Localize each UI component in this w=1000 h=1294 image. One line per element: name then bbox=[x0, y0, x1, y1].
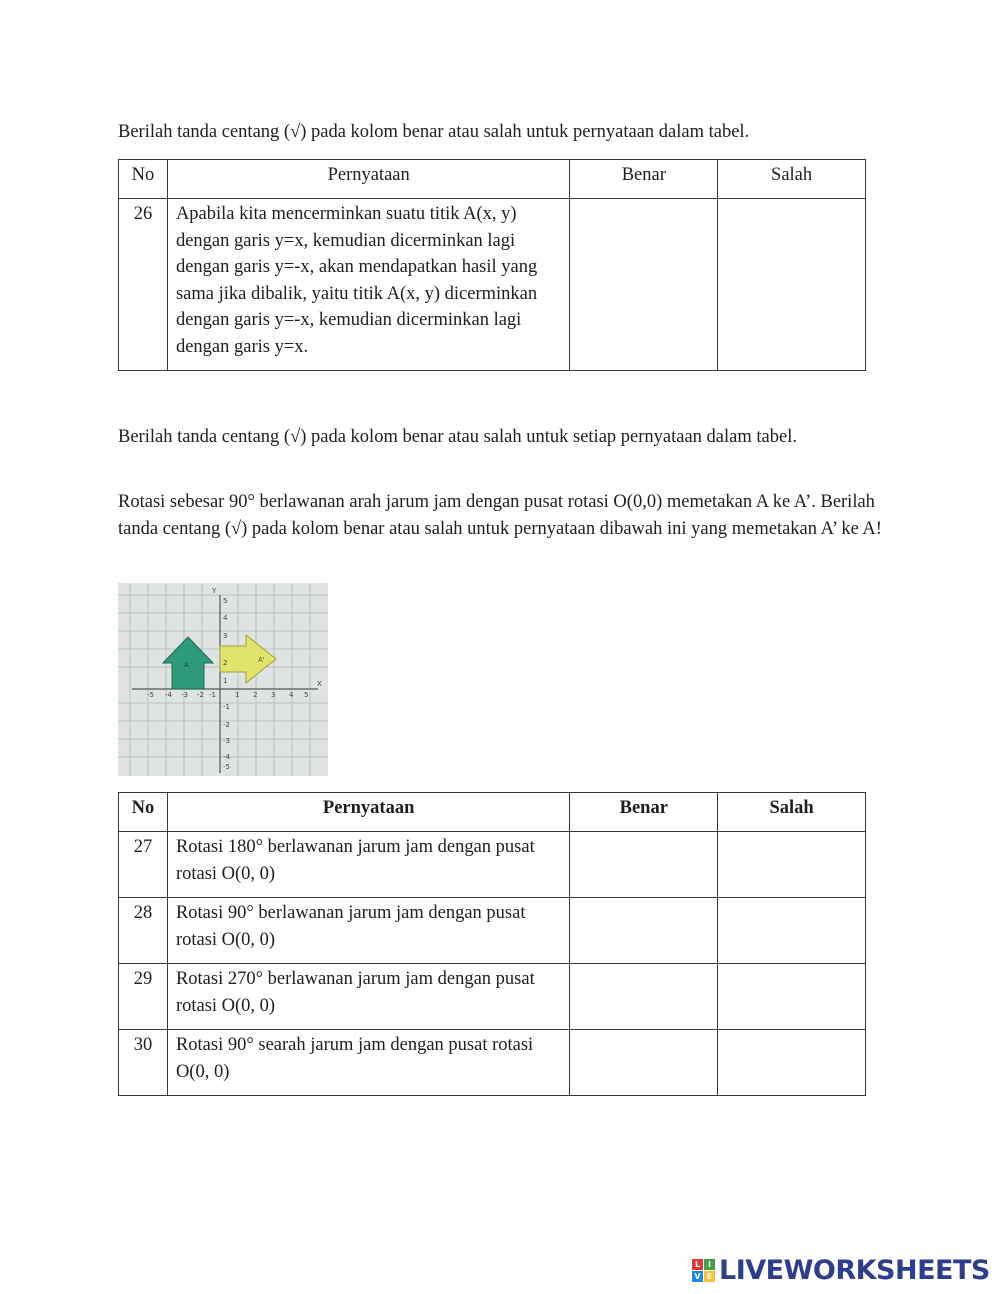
y-tick: -5 bbox=[223, 763, 230, 771]
row-statement: Apabila kita mencerminkan suatu titik A(x, y) dengan garis y=x, kemudian dicerminkan lagi dengan garis y=-x, akan mendapatkan hasil yang sama jika dibalik, yaitu titik A(x, y) dicerminkan dengan garis y=-x, kemudian dicerminkan lagi dengan garis y=x. bbox=[167, 199, 569, 371]
true-checkbox-cell[interactable] bbox=[570, 199, 718, 371]
header-true: Benar bbox=[570, 793, 718, 832]
true-checkbox-cell[interactable] bbox=[570, 1030, 718, 1096]
logo-letter: V bbox=[692, 1271, 703, 1282]
y-tick: 1 bbox=[223, 677, 228, 685]
y-tick: 4 bbox=[223, 614, 228, 622]
row-number: 28 bbox=[119, 898, 168, 964]
table-header-row bbox=[119, 160, 866, 199]
true-checkbox-cell[interactable] bbox=[570, 898, 718, 964]
table-row bbox=[119, 1030, 866, 1096]
instruction-1: Berilah tanda centang (√) pada kolom benar atau salah untuk pernyataan dalam tabel. bbox=[118, 122, 750, 142]
row-statement: Rotasi 180° berlawanan jarum jam dengan pusat rotasi O(0, 0) bbox=[167, 832, 569, 898]
logo-letter: E bbox=[704, 1271, 715, 1282]
row-number: 26 bbox=[119, 199, 168, 371]
logo-badge-icon bbox=[692, 1259, 715, 1282]
x-tick: -3 bbox=[181, 691, 188, 699]
y-tick: -2 bbox=[223, 721, 230, 729]
header-no: No bbox=[119, 160, 168, 199]
statement-table-1 bbox=[118, 159, 866, 371]
rotation-figure bbox=[118, 583, 328, 776]
row-number: 30 bbox=[119, 1030, 168, 1096]
statement-table-2 bbox=[118, 792, 866, 1096]
header-statement: Pernyataan bbox=[167, 160, 569, 199]
x-tick: 3 bbox=[271, 691, 276, 699]
label-a-prime: A' bbox=[258, 656, 265, 664]
x-tick: -4 bbox=[165, 691, 172, 699]
x-tick: 5 bbox=[304, 691, 309, 699]
table-row bbox=[119, 832, 866, 898]
instruction-3: Rotasi sebesar 90° berlawanan arah jarum jam dengan pusat rotasi O(0,0) memetakan A ke A’. Berilah tanda centang (√) pada kolom benar atau salah untuk pernyataan dibawah ini yang memetakan A’ ke A! bbox=[118, 492, 882, 539]
header-no: No bbox=[119, 793, 168, 832]
y-tick: -4 bbox=[223, 753, 230, 761]
row-number: 27 bbox=[119, 832, 168, 898]
true-checkbox-cell[interactable] bbox=[570, 832, 718, 898]
label-a: A bbox=[184, 661, 189, 669]
coordinate-plane-photo bbox=[118, 583, 328, 776]
row-statement: Rotasi 90° berlawanan jarum jam dengan pusat rotasi O(0, 0) bbox=[167, 898, 569, 964]
y-tick: -3 bbox=[223, 737, 230, 745]
x-tick: -1 bbox=[209, 691, 216, 699]
false-checkbox-cell[interactable] bbox=[718, 199, 866, 371]
header-false: Salah bbox=[718, 160, 866, 199]
header-false: Salah bbox=[718, 793, 866, 832]
table-row bbox=[119, 964, 866, 1030]
x-axis-label: X bbox=[317, 680, 322, 688]
x-tick: -5 bbox=[147, 691, 154, 699]
table-row bbox=[119, 199, 866, 371]
y-tick: 2 bbox=[223, 659, 228, 667]
liveworksheets-logo[interactable] bbox=[692, 1253, 990, 1287]
header-true: Benar bbox=[570, 160, 718, 199]
table-header-row bbox=[119, 793, 866, 832]
logo-letter: I bbox=[704, 1259, 715, 1270]
false-checkbox-cell[interactable] bbox=[718, 832, 866, 898]
y-axis-label: Y bbox=[212, 587, 217, 595]
logo-text: LIVEWORKSHEETS bbox=[719, 1254, 990, 1286]
header-statement: Pernyataan bbox=[167, 793, 569, 832]
x-tick: 1 bbox=[235, 691, 240, 699]
row-statement: Rotasi 90° searah jarum jam dengan pusat rotasi O(0, 0) bbox=[167, 1030, 569, 1096]
x-tick: 2 bbox=[253, 691, 258, 699]
y-tick: 3 bbox=[223, 632, 228, 640]
row-statement: Rotasi 270° berlawanan jarum jam dengan pusat rotasi O(0, 0) bbox=[167, 964, 569, 1030]
false-checkbox-cell[interactable] bbox=[718, 1030, 866, 1096]
x-tick: -2 bbox=[197, 691, 204, 699]
logo-letter: L bbox=[692, 1259, 703, 1270]
table-row bbox=[119, 898, 866, 964]
x-tick: 4 bbox=[289, 691, 294, 699]
false-checkbox-cell[interactable] bbox=[718, 964, 866, 1030]
instruction-2: Berilah tanda centang (√) pada kolom benar atau salah untuk setiap pernyataan dalam tabel. bbox=[118, 427, 797, 447]
false-checkbox-cell[interactable] bbox=[718, 898, 866, 964]
true-checkbox-cell[interactable] bbox=[570, 964, 718, 1030]
y-tick: -1 bbox=[223, 703, 230, 711]
row-number: 29 bbox=[119, 964, 168, 1030]
y-tick: 5 bbox=[223, 597, 228, 605]
